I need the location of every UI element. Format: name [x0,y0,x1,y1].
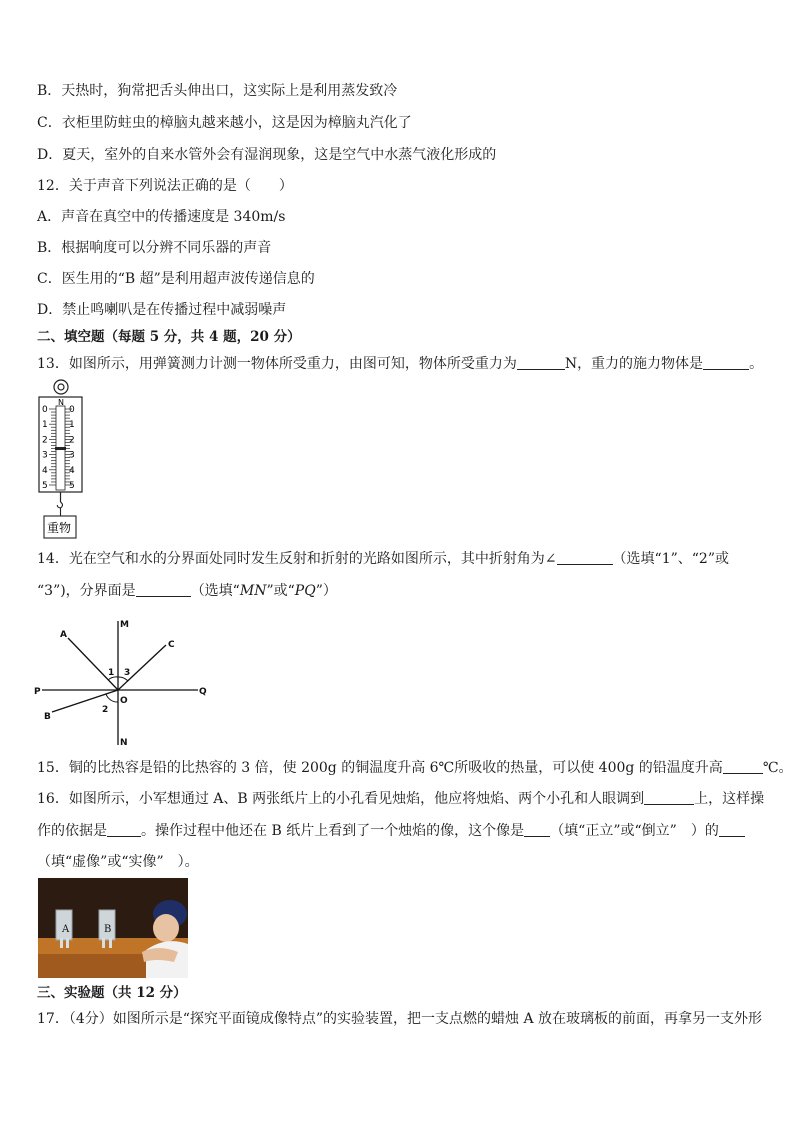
q16-stem-line2 [37,822,745,840]
scale-ring-outer [54,380,68,394]
ray-ao [68,638,118,690]
q17-stem: 17．（4分）如图所示是“探究平面镜成像特点”的实验装置，把一支点燃的蜡烛 A 放在玻璃板的前面，再拿另一支外形 [37,1011,763,1027]
section-fill-blank-title: 二、填空题（每题 5 分，共 4 题，20 分） [37,329,301,345]
q11-option-d: D．夏天，室外的自来水管外会有湿润现象，这是空气中水蒸气液化形成的 [37,147,497,163]
q15-blank[interactable] [723,759,763,774]
label-p: P [34,687,41,697]
q14-text-5: ”或“ [266,583,295,599]
label-angle-2: 2 [102,705,109,715]
q14-stem [37,550,729,568]
label-m: M [120,620,129,630]
q13-stem [37,355,763,373]
q12-option-b: B．根据响度可以分辨不同乐器的声音 [37,240,272,256]
card-a-stand-r [66,938,69,948]
spring-scale-figure [36,378,86,540]
q16-blank-4[interactable] [719,822,745,837]
q16-text-3: 作的依据是 [37,823,107,839]
scale-unit-label: N [58,398,64,407]
pinhole-experiment-photo [38,878,188,978]
label-o: O [120,696,128,706]
q15-text-2: ℃。 [762,760,793,776]
q12-option-a: A．声音在真空中的传播速度是 340m/s [37,209,286,225]
boy-face [153,914,179,942]
q11-option-c: C．衣柜里防蛀虫的樟脑丸越来越小，这是因为樟脑丸汽化了 [37,115,412,131]
q12-option-c: C．医生用的“B 超”是利用超声波传递信息的 [37,271,315,287]
q14-text-3: “3”)，分界面是 [37,583,136,599]
q16-text-2: 上，这样操 [694,791,765,807]
scale-tick-label-left: 4 [42,465,48,476]
scale-tick-label-left: 1 [42,420,48,431]
q14-stem-line2 [37,582,337,600]
card-b-stand-r [109,938,112,948]
q12-stem: 12．关于声音下列说法正确的是（ ） [37,178,293,194]
photo-label-b: B [104,924,112,935]
scale-tick-label-right: 3 [69,450,75,461]
q16-text-1: 16．如图所示，小军想通过 A、B 两张纸片上的小孔看见烛焰，他应将烛焰、两个小孔和人眼调到 [37,791,645,807]
q13-blank-2[interactable] [703,355,749,370]
q14-blank-1[interactable] [557,550,613,565]
q16-blank-2[interactable] [107,822,141,837]
q13-text-1: 13．如图所示，用弹簧测力计测一物体所受重力，由图可知，物体所受重力为 [37,356,517,372]
label-angle-3: 3 [124,668,131,678]
scale-tick-label-left: 2 [42,435,48,446]
label-q: Q [199,687,207,697]
label-a: A [60,630,67,640]
scale-tick-label-left: 0 [42,405,48,415]
q15-text-1: 15．铜的比热容是铅的比热容的 3 倍，使 200g 的铜温度升高 6℃所吸收的热量，可以使 400g 的铅温度升高 [37,760,723,776]
scale-tick-label-right: 5 [69,481,75,491]
q14-mn: MN [239,583,267,599]
q14-blank-2[interactable] [136,582,191,597]
label-angle-1: 1 [108,668,115,678]
q16-blank-3[interactable] [524,822,550,837]
scale-tick-label-left: 3 [42,450,48,461]
label-n: N [120,738,128,748]
scale-hook [57,502,62,508]
q16-text-5: （填“正立”或“倒立” ）的 [550,823,719,839]
q15-stem [37,759,792,777]
weight-label: 重物 [47,521,72,535]
section-experiment-title: 三、实验题（共 12 分） [37,985,187,1001]
q11-option-b: B．天热时，狗常把舌头伸出口，这实际上是利用蒸发致冷 [37,83,398,99]
angle-2-arc [106,694,118,702]
scale-tick-label-right: 1 [69,420,75,431]
photo-label-a: A [62,924,70,935]
q14-text-6: ”） [315,583,337,599]
q12-option-d: D．禁止鸣喇叭是在传播过程中减弱噪声 [37,302,287,318]
label-b: B [44,712,51,722]
q14-pq: PQ [294,583,316,599]
scale-tick-label-right: 2 [69,435,75,446]
q14-text-1: 14．光在空气和水的分界面处同时发生反射和折射的光路如图所示，其中折射角为∠ [37,551,557,567]
scale-tick-label-right: 4 [69,465,75,476]
q16-text-4: 。操作过程中他还在 B 纸片上看到了一个烛焰的像，这个像是 [141,823,525,839]
q14-text-4: （选填“ [190,583,240,599]
card-b-stand-l [102,938,105,948]
q13-text-3: 。 [749,356,764,372]
q13-text-2: N，重力的施力物体是 [564,356,704,372]
q16-blank-1[interactable] [644,790,694,805]
q16-stem [37,790,764,808]
q13-blank-1[interactable] [517,355,565,370]
card-a-stand-l [60,938,63,948]
label-c: C [168,640,175,650]
light-path-figure [30,615,220,750]
photo-drawing [38,878,188,978]
q14-text-2: （选填“1”、“2”或 [612,551,729,567]
scale-pointer [55,447,66,450]
scale-tick-label-right: 0 [69,405,75,415]
q16-stem-line3: （填“虚像”或“实像” ）。 [37,854,199,870]
scale-tick-label-left: 5 [42,481,48,491]
scale-ring-inner [58,384,64,390]
